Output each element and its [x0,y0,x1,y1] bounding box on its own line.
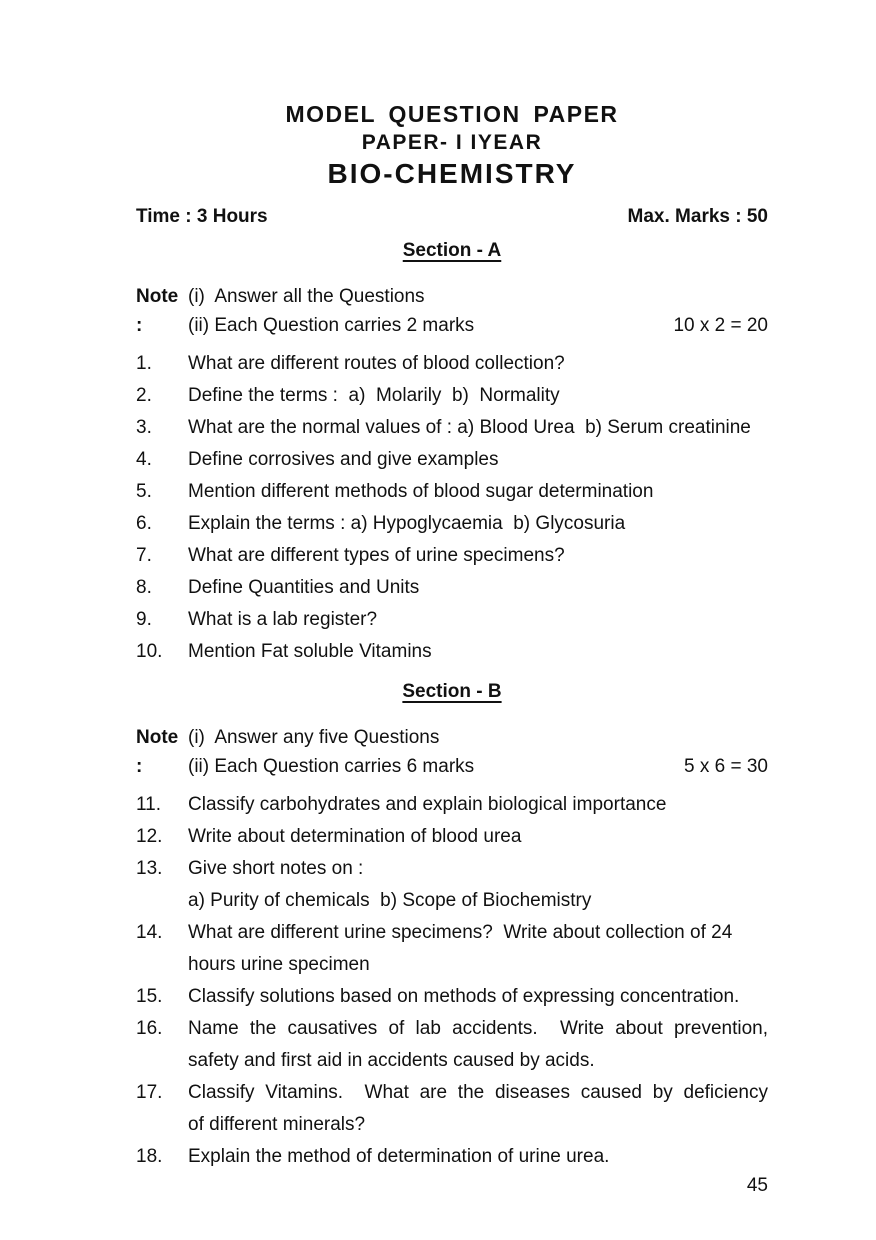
section-a-note [136,282,768,340]
section-b-heading: Section - B [402,681,502,702]
max-marks: Max. Marks : 50 [627,206,768,227]
question-number: 10. [136,641,163,662]
question-number: 5. [136,481,152,502]
question-text [188,918,768,979]
question-number: 17. [136,1082,163,1103]
question-item [136,541,768,570]
question-text: Explain the method of determination of urine urea. [188,1146,610,1167]
page-number: 45 [746,1175,768,1196]
question-number: 2. [136,385,152,406]
note-marks: 10 x 2 = 20 [673,315,768,336]
question-text: Classify carbohydrates and explain biological importance [188,794,667,815]
note-line [188,311,768,340]
meta-row [136,205,768,229]
question-text [188,1014,768,1075]
note-lines [188,723,768,781]
note-label: Note : [136,286,184,336]
note-lines [188,282,768,340]
question-item [136,477,768,506]
question-number: 18. [136,1146,163,1167]
question-item [136,982,768,1011]
question-number: 16. [136,1018,163,1039]
section-b-questions [136,790,768,1171]
question-text: Define the terms : a) Molarily b) Normality [188,385,560,406]
question-number: 1. [136,353,152,374]
question-number: 4. [136,449,152,470]
question-number: 15. [136,986,163,1007]
question-text: Mention different methods of blood sugar determination [188,481,654,502]
title-block [136,100,768,190]
question-item [136,637,768,666]
question-text-line2: safety and first aid in accidents caused by acids. [188,1050,595,1071]
note-line [188,723,768,752]
question-text: Classify solutions based on methods of expressing concentration. [188,986,740,1007]
time-allowed: Time : 3 Hours [136,206,268,227]
question-number: 11. [136,794,162,815]
question-number: 7. [136,545,152,566]
question-item [136,1142,768,1171]
note-line [188,282,768,311]
subject-title: BIO-CHEMISTRY [327,158,577,189]
question-item [136,790,768,819]
question-text: What are the normal values of : a) Blood Urea b) Serum creatinine [188,417,751,438]
question-item [136,1078,768,1139]
question-text-line2: hours urine specimen [188,954,370,975]
question-item [136,349,768,378]
question-number: 14. [136,922,163,943]
question-item [136,509,768,538]
question-item [136,854,768,915]
question-text-line1: What are different urine specimens? Write about collection of 24 [188,922,733,943]
question-text: What is a lab register? [188,609,378,630]
note-text: (ii) Each Question carries 6 marks [188,756,475,777]
note-text: (ii) Each Question carries 2 marks [188,315,475,336]
question-text: What are different types of urine specimens? [188,545,565,566]
question-item [136,413,768,442]
question-text [188,854,768,915]
question-text-line2: of different minerals? [188,1114,366,1135]
question-number: 12. [136,826,163,847]
section-a-questions [136,349,768,666]
question-text: What are different routes of blood collection? [188,353,565,374]
question-item [136,1014,768,1075]
question-number: 3. [136,417,152,438]
question-item [136,381,768,410]
question-text-line2: a) Purity of chemicals b) Scope of Biochemistry [188,890,592,911]
section-b-note [136,723,768,781]
question-item [136,822,768,851]
paper-title: MODEL QUESTION PAPER [285,101,619,127]
note-text: (i) Answer all the Questions [188,286,425,307]
question-text-line1: Name the causatives of lab accidents. Write about prevention, [188,1018,768,1039]
question-number: 13. [136,858,163,879]
question-number: 8. [136,577,152,598]
question-text-line1: Classify Vitamins. What are the diseases caused by deficiency [188,1082,768,1103]
question-item [136,573,768,602]
question-item [136,918,768,979]
note-text: (i) Answer any five Questions [188,727,440,748]
question-text [188,1078,768,1139]
question-number: 6. [136,513,152,534]
question-text: Define corrosives and give examples [188,449,499,470]
question-text: Mention Fat soluble Vitamins [188,641,432,662]
question-text: Explain the terms : a) Hypoglycaemia b) Glycosuria [188,513,626,534]
question-text: Define Quantities and Units [188,577,420,598]
note-line [188,752,768,781]
question-item [136,445,768,474]
question-number: 9. [136,609,152,630]
note-label: Note : [136,727,184,777]
section-a-heading: Section - A [402,240,502,261]
question-text: Write about determination of blood urea [188,826,522,847]
question-item [136,605,768,634]
note-marks: 5 x 6 = 30 [684,756,768,777]
question-text-line1: Give short notes on : [188,858,364,879]
paper-subtitle: PAPER- I IYEAR [361,131,543,154]
